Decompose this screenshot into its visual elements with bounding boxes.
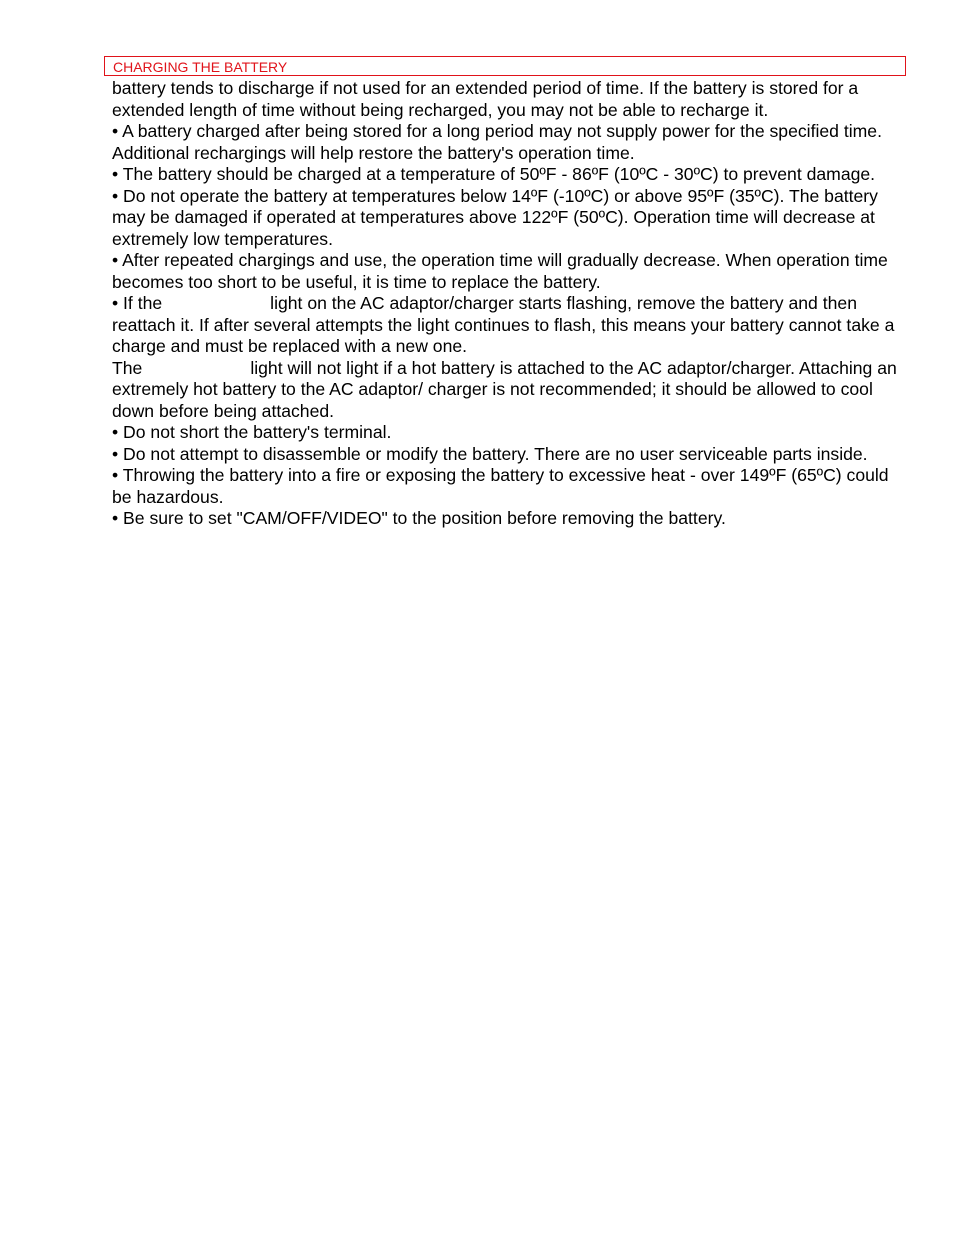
paragraph-disassemble: • Do not attempt to disassemble or modify the battery. There are no user serviceable parts inside. xyxy=(112,443,868,464)
paragraph-short-terminal: • Do not short the battery's terminal. xyxy=(112,422,392,442)
paragraph-long-storage: • A battery charged after being stored for a long period may not supply power for the specified time. Additional rechargings will help restore the battery's operation time. xyxy=(112,121,882,163)
paragraph-fire-hazard: • Throwing the battery into a fire or exposing the battery to excessive heat - over 149ºF (65ºC) could be hazardous. xyxy=(112,465,889,507)
paragraph-charging-temperature: • The battery should be charged at a temperature of 50ºF - 86ºF (10ºC - 30ºC) to prevent damage. xyxy=(112,164,876,184)
paragraph-operating-temperature: • Do not operate the battery at temperatures below 14ºF (-10ºC) or above 95ºF (35ºC). The battery may be damaged if operated at temperatures above 122ºF (50ºC). Operation time will decrease at extremely low temperatures. xyxy=(112,185,878,249)
paragraph-light-flashing xyxy=(112,293,902,358)
paragraph-discharge: battery tends to discharge if not used for an extended period of time. If the battery is stored for a extended length of time without being recharged, you may not be able to recharge it. xyxy=(112,78,859,120)
paragraph-operation-time: • After repeated chargings and use, the operation time will gradually decrease. When operation time becomes too short to be useful, it is time to replace the battery. xyxy=(112,250,888,292)
hot-battery-start: The xyxy=(112,357,143,378)
paragraph-switch-position: • Be sure to set "CAM/OFF/VIDEO" to the position before removing the battery. xyxy=(112,508,726,528)
hot-battery-end: light will not light if a hot battery is attached to the AC adaptor/charger. Attaching an extremely hot battery to the AC adaptor/ charger is not recommended; it should be allowed to cool down before being attached. xyxy=(112,357,897,421)
light-flashing-start: • If the xyxy=(112,293,163,313)
document-body xyxy=(112,78,902,530)
paragraph-hot-battery xyxy=(112,358,902,423)
section-header xyxy=(104,56,906,76)
light-flashing-end: light on the AC adaptor/charger starts flashing, remove the battery and then reattach it. If after several attempts the light continues to flash, this means your battery cannot take a charge and must be replaced with a new one. xyxy=(112,293,895,356)
section-title: CHARGING THE BATTERY xyxy=(113,59,288,75)
